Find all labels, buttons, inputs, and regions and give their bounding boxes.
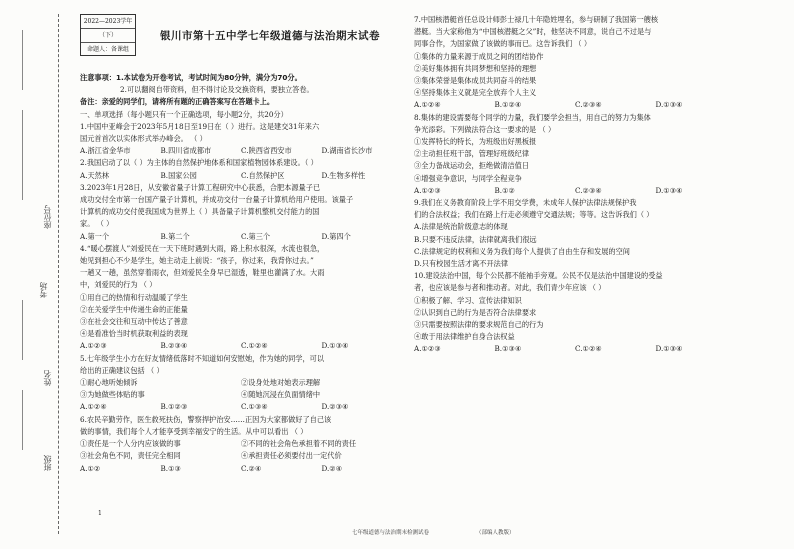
option: D.①③④ (655, 344, 683, 354)
question-line: 一趟又一趟，虽然穿着雨衣，但刘爱民全身早已湿透，鞋里也灌满了水。大雨 (80, 268, 325, 278)
question-line: ④敢于用法律维护自身合法权益 (414, 332, 515, 342)
question-line: 中，刘爱民的行为 （ ） (80, 280, 157, 290)
school-year: 2022—2023学年 (81, 15, 135, 29)
option-row (80, 231, 402, 243)
option: A.①②③ (80, 341, 107, 351)
question-line: 10.建设法治中国，每个公民都不能袖手旁观。公民不仅是法治中国建设的受益 (414, 271, 663, 281)
option-row (80, 377, 402, 389)
question-line: 1.中国中亚峰会于2023年5月18日至19日在（ ）进行。这是建交31年来六 (80, 121, 320, 131)
question-line: ④增强竞争意识，与同学全程竞争 (414, 173, 522, 183)
question-line: ③集体荣誉是集体成员共同奋斗的结果 (414, 76, 537, 86)
question-line: 者，也应该是参与者和推动者。对此，我们青少年应该 （ ） (414, 283, 606, 293)
name-label: 姓名 (43, 370, 52, 386)
question-line: ②主动担任班干部，管理好班级纪律 (414, 149, 530, 159)
option: D.①③④ (321, 341, 349, 351)
question-line: A.法律是统治阶级意志的体现 (414, 222, 508, 232)
option: A.①②④ (80, 402, 107, 412)
question-line: ①积极了解、学习、宣传法律知识 (414, 295, 522, 305)
right-questions (414, 14, 736, 356)
option: ④随她沉浸在负面情绪中 (241, 390, 321, 400)
question-line: ③在社会交往和互动中传达了善意 (80, 317, 188, 327)
term: （下） (81, 29, 135, 43)
option: B.①③ (160, 463, 181, 473)
option: C.第三个 (241, 231, 271, 241)
question-line: B.只要不违反法律，法律就离我们很远 (414, 234, 537, 244)
option: C.①③④ (241, 402, 268, 412)
question-line: 8.集体的建设需要每个同学的力量，我们要学会担当，用自己的努力为集体 (414, 112, 651, 122)
page-number: 1 (98, 510, 102, 517)
notes-line: 备注：亲爱的同学们，请将所有题的正确答案写在答题卡上。 (80, 97, 275, 107)
exam-title: 银川市第十五中学七年级道德与法治期末试卷 (160, 30, 380, 42)
exam-no-label: 考场 (39, 282, 48, 298)
question-line: ③只需要按照法律的要求规范自己的行为 (414, 320, 544, 330)
option: ①责任是一个人分内应该做的事 (80, 439, 181, 449)
question-line: ②美好集体拥有共同梦想和坚持的理想 (414, 63, 537, 73)
option: D.生物多样性 (321, 170, 366, 180)
option: B.①③④ (494, 344, 522, 354)
notes-line: 注意事项：1.本试卷为开卷考试，考试时间为80分钟，满分为70分。 (80, 73, 302, 82)
question-line: 争光添彩。下列做法符合这一要求的是 （ ） (414, 124, 556, 134)
question-line: 做的事情，我们每个人才能享受到幸福安宁的生活。从中可以看出 （ ） (80, 426, 308, 436)
option: B.①② (494, 185, 515, 195)
option: D.湖南省长沙市 (321, 146, 373, 156)
side-divider (22, 110, 23, 200)
question-line: 家。 （ ） (80, 219, 114, 229)
option-row (414, 99, 736, 111)
question-line: ②认识到自己的行为是否符合法律要求 (414, 307, 537, 317)
question-line: 给出的正确建议包括 （ ） (80, 365, 164, 375)
footer-title: 七年级道德与法治期末检测试卷 (352, 530, 430, 536)
option-row (80, 170, 402, 182)
option: D.①③④ (655, 100, 683, 110)
option: A.①② (80, 463, 101, 473)
option: C.自然保护区 (241, 170, 285, 180)
option-row (80, 389, 402, 401)
option: A.①②③ (414, 344, 441, 354)
option: ④承担责任必须要付出一定代价 (241, 451, 342, 461)
exam-info-box (80, 14, 136, 56)
side-divider (22, 300, 23, 360)
question-line: 潜艇。当大家称他为“中国核潜艇之父”时，他坚决不同意，说自己不过是与 (414, 27, 652, 37)
option: A.第一个 (80, 231, 110, 241)
option: B.①②④ (494, 100, 522, 110)
option-row (80, 438, 402, 450)
option: A.①②③ (414, 185, 441, 195)
option: ②不同的社会角色承担着不同的责任 (241, 439, 357, 449)
option-row (80, 463, 402, 475)
question-line: 们的合法权益；我们在路上行走必须遵守交通法规；等等。这告诉我们（ ） (414, 210, 654, 220)
seat-label: 座位号 (43, 205, 52, 229)
question-line: D.只有校园生活才离不开法律 (414, 259, 509, 269)
author: 命题人：备课组 (86, 46, 129, 53)
footer-edition: （部编人教版） (476, 530, 515, 536)
option: ③为她做些体贴的事 (80, 390, 145, 400)
option: ①耐心地听她倾诉 (80, 378, 138, 388)
option: D.①③④ (655, 185, 683, 195)
left-column (80, 58, 402, 475)
question-line: 计算机的成功交付使我国成为世界上（ ）具备量子计算机整机交付能力的国 (80, 207, 320, 217)
question-line: C.法律规定的权利和义务为我们每个人提供了自由生存和发展的空间 (414, 246, 630, 256)
option-row (80, 145, 402, 157)
question-line: 同事合作，为国家做了该做的事而已。这告诉我们 （ ） (414, 39, 592, 49)
class-label: 班级 (43, 455, 52, 471)
option: C.①②④ (241, 341, 268, 351)
question-line: ④坚持集体主义就是完全放弃个人主义 (414, 88, 537, 98)
question-line: ②在关爱学生中传递生命的正能量 (80, 304, 188, 314)
question-line: ①集体的力量来源于成员之间的团结协作 (414, 51, 544, 61)
left-questions (80, 121, 402, 475)
notes-line: 2.可以翻阅自带资料，但不得讨论及交换资料，要独立答卷。 (120, 85, 314, 95)
option: D.②③④ (321, 402, 349, 412)
question-line: 9.我们在义务教育阶段上学不用交学费，未成年人保护法律法规保护我 (414, 198, 637, 208)
question-line: 6.农民辛勤劳作，医生救死扶伤，警察捍护治安……正因为大家都做好了自己该 (80, 414, 332, 424)
right-column (414, 14, 736, 356)
option-row (80, 401, 402, 413)
section-heading: 一、单项选择（每小题只有一个正确选项，每小题2分，共20分） (80, 109, 288, 119)
question-line: 7.中国核潜艇首任总设计师彭士禄几十年隐姓埋名，参与研制了我国第一艘核 (414, 15, 659, 24)
question-line: 4.“暖心摆渡人”刘爱民在一天下班时遇到大雨，路上积水很深，水流也很急， (80, 243, 325, 253)
option: ③社会角色不同，责任完全相同 (80, 451, 181, 461)
option: C.②③④ (575, 100, 602, 110)
question-line: ①用自己的热情和行动温暖了学生 (80, 292, 188, 302)
side-divider (22, 390, 23, 450)
option: B.第二个 (160, 231, 190, 241)
question-line: ④是看准恰当时机获取利益的表现 (80, 329, 188, 339)
question-line: 她见到担心不少是学生，她主动走上前说：“孩子，你过来，我背你过去。” (80, 256, 314, 266)
question-line: 成功交付全市第一台国产量子计算机，并成功交付一台量子计算机给用户使用。该量子 (80, 195, 354, 205)
option-row (80, 340, 402, 352)
option: C.①②④ (575, 344, 602, 354)
option-row (414, 343, 736, 355)
question-line: 5.七年级学生小方在好友情绪低落时不知道如何安慰她，作为她的同学，可以 (80, 353, 325, 363)
question-line: 3.2023年1月28日，从安徽省量子计算工程研究中心获悉，合肥本源量子已 (80, 182, 321, 192)
question-line: 2.我国启动了以（ ）为主体的自然保护地体系和国家植物园体系建设。（ ） (80, 158, 318, 168)
option: A.浙江省金华市 (80, 146, 131, 156)
question-line: 国元首首次以实体形式举办峰会。 （ ） (80, 134, 207, 144)
option-row (80, 450, 402, 462)
option: B.②③④ (160, 341, 188, 351)
option: C.②③④ (575, 185, 602, 195)
option: C.②④ (241, 463, 262, 473)
question-line: ③全力备战运动会，拒绝做清洁值日 (414, 161, 530, 171)
question-line: ①发挥特长的特长，为班级出好黑板报 (414, 137, 537, 147)
option: B.四川省成都市 (160, 146, 212, 156)
option: ②设身处地对她表示理解 (241, 378, 321, 388)
binding-line (58, 14, 59, 534)
option: B.国家公园 (160, 170, 197, 180)
side-divider (22, 30, 23, 90)
option: B.①②③ (160, 402, 188, 412)
option: D.②④ (321, 463, 343, 473)
option: A.①②④ (414, 100, 441, 110)
option: A.天然林 (80, 170, 110, 180)
option: D.第四个 (321, 231, 351, 241)
option-row (414, 185, 736, 197)
option: C.陕西省西安市 (241, 146, 292, 156)
